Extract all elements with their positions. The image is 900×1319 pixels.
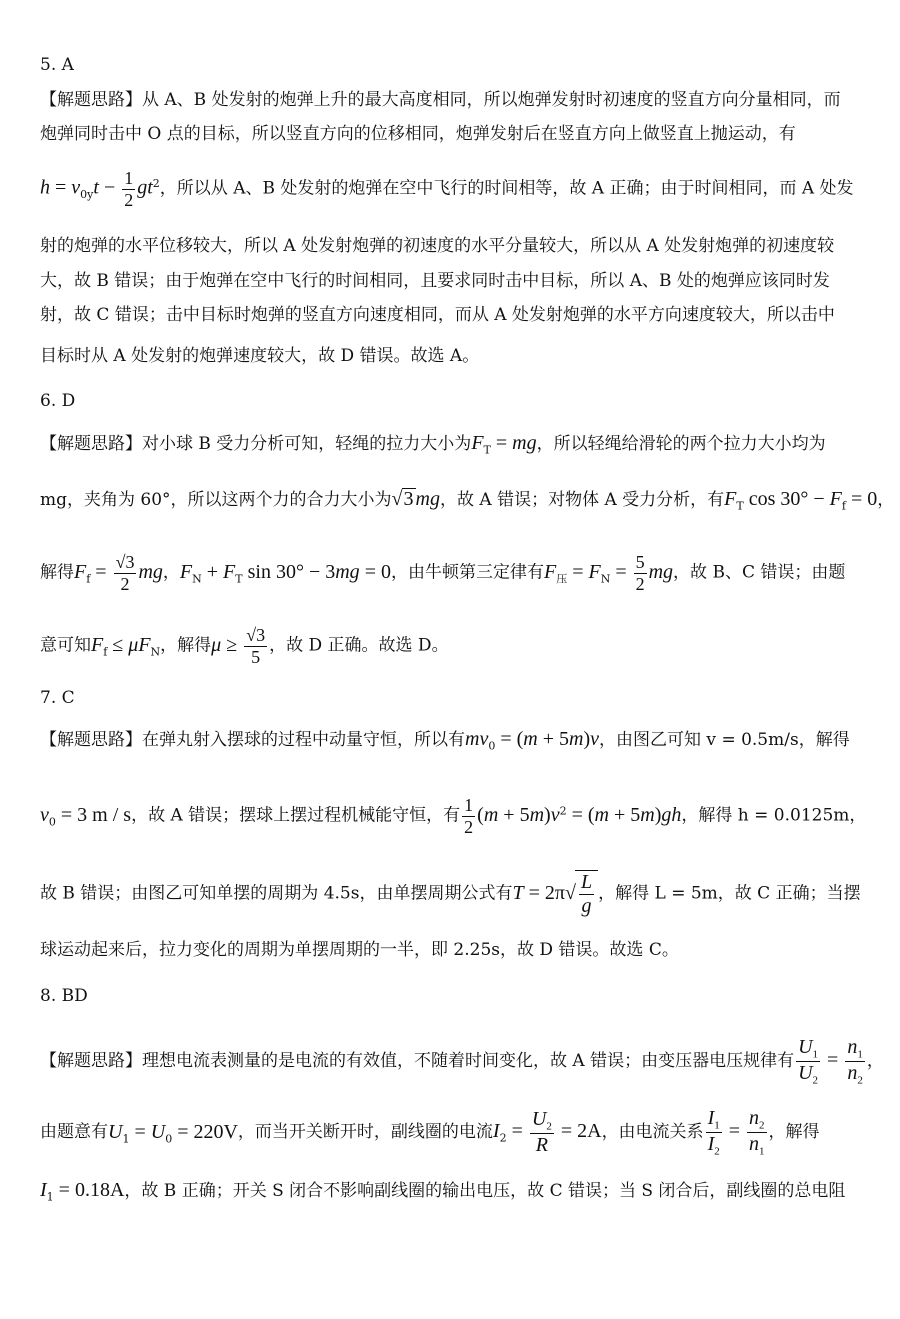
q7-heading: 7. C xyxy=(40,688,75,708)
q8-line-3a: ，故 B 正确；开关 S 闭合不影响副线圈的输出电压，故 C 错误；当 S 闭合后，副线圈的总电阻 xyxy=(124,1181,846,1201)
q6-formula-ff: $F_f$ = $\frac{√3}{2}$ mg xyxy=(74,552,163,594)
q6-line-3b: ，由牛顿第三定律有 xyxy=(390,562,544,583)
q5-formula: $h = v_{0y}t$ − $\frac{1}{2}$ $gt^2$ xyxy=(40,168,160,210)
q7-line-1a: 【解题思路】在弹丸射入摆球的过程中动量守恒，所以有 xyxy=(40,730,465,750)
q8-line-3 xyxy=(40,1180,845,1202)
q6-line-4 xyxy=(40,625,449,667)
q8-formula-i2: $I_2$ = $\frac{U_2}{R}$ = 2A xyxy=(492,1108,602,1157)
q7-formula-energy: $\frac{1}{2}$ $(m + 5m)v^2 = (m + 5m)gh$ xyxy=(464,795,682,837)
q5-line-5: 大，故 B 错误；由于炮弹在空中飞行的时间相同，且要求同时击中目标，所以 A、B 处的炮弹应该同时发 xyxy=(40,271,830,291)
q5-line-1: 【解题思路】从 A、B 处发射的炮弹上升的最大高度相同，所以炮弹发射时初速度的竖直方向分量相同，而 xyxy=(40,90,841,110)
q8-formula-u1: $U_1 = U_0 = 220V$ xyxy=(108,1120,238,1145)
q8-line-2 xyxy=(40,1107,820,1158)
q7-line-1b: ，由图乙可知 v = 0.5m/s，解得 xyxy=(599,730,850,750)
q5-line-2: 炮弹同时击中 O 点的目标，所以竖直方向的位移相同，炮弹发射后在竖直方向上做竖直上抛运动，有 xyxy=(40,124,796,144)
q5-line-7: 目标时从 A 处发射的炮弹速度较大，故 D 错误。故选 A。 xyxy=(40,346,480,366)
q5-heading: 5. A xyxy=(40,55,74,75)
q6-line-3c: ，故 B、C 错误；由题 xyxy=(673,562,846,583)
q6-line-4a: 意可知 xyxy=(40,635,91,656)
q6-formula-friction: $F_f \le \mu F_N$ xyxy=(91,633,161,659)
q6-line-2a: mg，夹角为 60°，所以这两个力的合力大小为 xyxy=(40,490,392,510)
q8-formula-voltage: $\frac{U_1}{U_2}$ = $\frac{n_1}{n_2}$ xyxy=(798,1036,863,1087)
q7-line-2b: ，解得 h = 0.0125m， xyxy=(681,805,867,826)
q6-formula-ft: $F_T$ = mg xyxy=(471,432,537,457)
q6-line-4b: ，解得 xyxy=(160,635,212,656)
q7-formula-v0: $v_0 = 3$ m / s xyxy=(40,803,132,829)
q7-formula-period: T = 2π√ $\frac{L}{g}$ xyxy=(512,884,598,904)
q8-line-1: 【解题思路】理想电流表测量的是电流的有效值，不随着时间变化，故 A 错误；由变压器电压规律有 $\frac{U_1}{U_2}$ = $\frac{n_1}{n_2}$ ， xyxy=(40,1036,884,1087)
q7-line-1 xyxy=(40,729,850,751)
q6-formula-resultant: √3 mg xyxy=(391,488,440,510)
q6-line-1b: ，所以轻绳给滑轮的两个拉力大小均为 xyxy=(536,434,826,454)
q8-line-2b: ，而当开关断开时，副线圈的电流 xyxy=(237,1122,493,1143)
q5-line-6: 射，故 C 错误；击中目标时炮弹的竖直方向速度相同，而从 A 处发射炮弹的水平方向速度较大，所以击中 xyxy=(40,305,835,325)
q6-line-2: mg，夹角为 60°，所以这两个力的合力大小为√3 mg，故 A 错误；对物体 A 受力分析，有$F_T$ $\cos 30^\circ - F_f = 0$， xyxy=(40,488,895,513)
q8-line-1a: 【解题思路】理想电流表测量的是电流的有效值，不随着时间变化，故 A 错误；由变压器电压规律有 xyxy=(40,1051,795,1072)
q6-line-3a: 解得 xyxy=(40,562,74,583)
q6-formula-fn: $F_N + F_T$ sin 30° − 3mg = 0 xyxy=(179,560,391,586)
q7-line-2 xyxy=(40,795,866,837)
q6-formula-fpress: $F_压 = F_N$ = $\frac{5}{2}$ mg xyxy=(543,552,674,594)
q6-line-4c: ，故 D 正确。故选 D。 xyxy=(269,635,449,656)
q7-line-3b: ，解得 L = 5m，故 C 正确；当摆 xyxy=(598,883,861,904)
q7-line-2a: ，故 A 错误；摆球上摆过程机械能守恒，有 xyxy=(131,805,461,826)
q7-line-3 xyxy=(40,870,861,918)
q5-line-3-text: ，所以从 A、B 处发射的炮弹在空中飞行的时间相等，故 A 正确；由于时间相同，而 A 处发 xyxy=(159,178,854,199)
q5-line-3 xyxy=(40,168,854,210)
q6-line-2b: ，故 A 错误；对物体 A 受力分析，有 xyxy=(439,490,725,510)
q6-line-3: 解得$F_f$ = $\frac{√3}{2}$ mg，$F_N + F_T$ sin 30° − 3mg = 0，由牛顿第三定律有$F_压 = F_N$ = $\frac{5}{2}$ mg，故 B、C 错误；由题 xyxy=(40,552,846,594)
q8-formula-i1: $I_1 = 0.18A$ xyxy=(40,1179,125,1204)
q6-formula-mu: μ ≥ $\frac{√3}{5}$ xyxy=(211,625,266,667)
q8-heading: 8. BD xyxy=(40,986,88,1006)
q6-line-1a: 【解题思路】对小球 B 受力分析可知，轻绳的拉力大小为 xyxy=(40,434,472,454)
q8-line-2c: ，由电流关系 xyxy=(601,1122,704,1143)
q6-line-1 xyxy=(40,433,826,455)
q7-line-3a: 故 B 错误；由图乙可知单摆的周期为 4.5s，由单摆周期公式有 xyxy=(40,883,513,904)
q8-line-2d: ，解得 xyxy=(768,1122,820,1143)
q8-formula-current: $\frac{I_1}{I_2}$ = $\frac{n_2}{n_1}$ xyxy=(707,1107,765,1158)
q5-line-4: 射的炮弹的水平位移较大，所以 A 处发射炮弹的初速度的水平分量较大，所以从 A 处发射炮弹的初速度较 xyxy=(40,236,835,256)
q8-line-2a: 由题意有 xyxy=(40,1122,108,1143)
q7-line-4: 球运动起来后，拉力变化的周期为单摆周期的一半，即 2.25s，故 D 错误。故选 C。 xyxy=(40,940,679,960)
q7-formula-momentum: $mv_0 = (m + 5m)v$ xyxy=(465,728,600,753)
q6-heading: 6. D xyxy=(40,391,76,411)
q6-formula-balance: $F_T$ $\cos 30^\circ - F_f = 0$ xyxy=(724,488,878,513)
